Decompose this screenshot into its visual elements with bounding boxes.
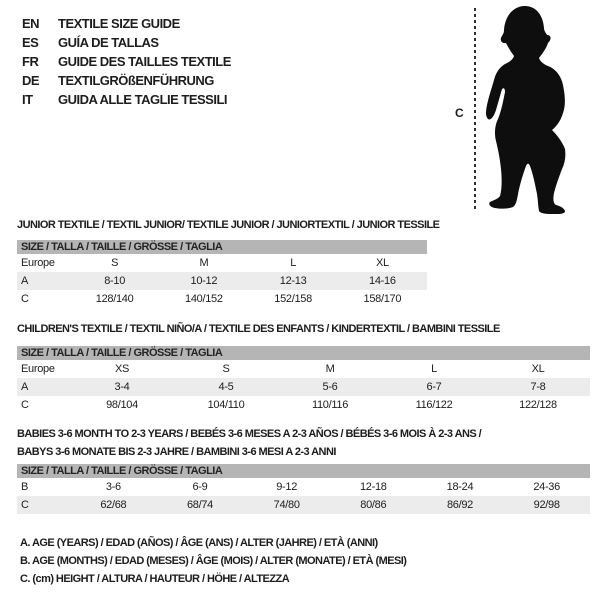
size-value: 140/152 xyxy=(185,293,223,305)
row-label: C xyxy=(21,399,29,411)
table-row xyxy=(17,378,590,396)
children-section-title: CHILDREN'S TEXTILE / TEXTIL NIÑO/A / TEXTILE DES ENFANTS / KINDERTEXTIL / BAMBINI TESSILE xyxy=(17,323,500,335)
size-value: 14-16 xyxy=(338,272,427,290)
language-code: IT xyxy=(22,92,33,107)
size-value: XL xyxy=(375,257,389,269)
table-row xyxy=(17,290,427,308)
size-value: 86/92 xyxy=(417,496,504,514)
size-value: 110/116 xyxy=(311,399,349,411)
language-code: ES xyxy=(22,35,39,50)
size-value: 9-12 xyxy=(276,481,298,493)
size-value: 68/74 xyxy=(157,496,244,514)
size-value: 116/122 xyxy=(415,399,453,411)
language-code: DE xyxy=(22,73,40,88)
language-title: GUIDE DES TAILLES TEXTILE xyxy=(58,54,231,69)
row-label: A xyxy=(17,272,70,290)
babies-title-line-1: BABIES 3-6 MONTH TO 2-3 YEARS / BEBÉS 3-6 MESES A 2-3 AÑOS / BÉBÉS 3-6 MOIS À 2-3 ANS / xyxy=(17,428,482,440)
size-value: 10-12 xyxy=(159,272,248,290)
size-value: M xyxy=(325,363,335,375)
size-value: 152/158 xyxy=(274,293,312,305)
babies-title-line-2: BABYS 3-6 MONATE BIS 2-3 JAHRE / BAMBINI 3-6 MESI A 2-3 ANNI xyxy=(17,446,336,458)
footnote-b: B. AGE (MONTHS) / EDAD (MESES) / ÂGE (MOIS) / ALTER (MONATE) / ETÀ (MESI) xyxy=(20,555,407,567)
size-header-label: SIZE / TALLA / TAILLE / GRÖSSE / TAGLIA xyxy=(17,464,590,478)
footnote-a: A. AGE (YEARS) / EDAD (AÑOS) / ÂGE (ANS) / ALTER (JAHRE) / ETÀ (ANNI) xyxy=(20,537,378,549)
language-legend xyxy=(22,14,231,109)
language-row-es xyxy=(22,33,231,52)
size-header-label: SIZE / TALLA / TAILLE / GRÖSSE / TAGLIA xyxy=(17,240,427,254)
size-value: 18-24 xyxy=(446,481,474,493)
size-value: 4-5 xyxy=(174,378,278,396)
size-value: 6-9 xyxy=(192,481,208,493)
size-value: 7-8 xyxy=(486,378,590,396)
table-row xyxy=(17,272,427,290)
language-title: GUÍA DE TALLAS xyxy=(58,35,159,50)
height-measure-dotted-line xyxy=(474,8,476,210)
language-code: FR xyxy=(22,54,39,69)
footnote-c: C. (cm) HEIGHT / ALTURA / HAUTEUR / HÖHE / ALTEZZA xyxy=(20,573,290,585)
table-row xyxy=(17,396,590,414)
row-label: C xyxy=(21,293,29,305)
children-size-table xyxy=(17,346,590,414)
size-value: 6-7 xyxy=(382,378,486,396)
junior-section-title: JUNIOR TEXTILE / TEXTIL JUNIOR/ TEXTILE JUNIOR / JUNIORTEXTIL / JUNIOR TESSILE xyxy=(17,219,440,231)
size-value: M xyxy=(199,257,209,269)
language-title: TEXTILE SIZE GUIDE xyxy=(58,16,180,31)
junior-size-table xyxy=(17,240,427,308)
size-value: 80/86 xyxy=(330,496,417,514)
size-value: 12-18 xyxy=(359,481,387,493)
language-row-de xyxy=(22,71,231,90)
size-value: L xyxy=(431,363,437,375)
language-row-it xyxy=(22,90,231,109)
row-label: C xyxy=(17,496,70,514)
language-row-fr xyxy=(22,52,231,71)
size-value: 98/104 xyxy=(106,399,138,411)
language-code: EN xyxy=(22,16,40,31)
size-value: S xyxy=(111,257,119,269)
size-value: 92/98 xyxy=(503,496,590,514)
size-value: 24-36 xyxy=(533,481,560,493)
row-label: Europe xyxy=(21,363,55,375)
table-row xyxy=(17,496,590,514)
row-label: A xyxy=(17,378,70,396)
size-value: 5-6 xyxy=(278,378,382,396)
height-measure-label: C xyxy=(455,106,464,120)
size-value: S xyxy=(222,363,230,375)
babies-size-table xyxy=(17,464,590,514)
size-value: 3-4 xyxy=(70,378,174,396)
baby-silhouette-icon xyxy=(486,4,574,214)
size-value: 3-6 xyxy=(105,481,121,493)
table-row xyxy=(17,478,590,496)
size-value: XS xyxy=(114,363,130,375)
size-value: 128/140 xyxy=(95,293,134,305)
size-header-row xyxy=(17,464,590,478)
size-header-label: SIZE / TALLA / TAILLE / GRÖSSE / TAGLIA xyxy=(17,346,590,360)
table-row xyxy=(17,360,590,378)
language-row-en xyxy=(22,14,231,33)
size-value: 122/128 xyxy=(519,399,557,411)
size-value: 8-10 xyxy=(70,272,159,290)
size-value: 74/80 xyxy=(243,496,330,514)
size-value: 104/110 xyxy=(207,399,245,411)
footnotes xyxy=(20,534,406,588)
size-value: L xyxy=(290,257,297,269)
table-row xyxy=(17,254,427,272)
language-title: GUIDA ALLE TAGLIE TESSILI xyxy=(58,92,228,107)
size-value: 62/68 xyxy=(70,496,157,514)
language-title: TEXTILGRÖßENFÜHRUNG xyxy=(58,73,214,88)
row-label: Europe xyxy=(21,257,55,269)
babies-section-title xyxy=(17,425,481,461)
size-value: XL xyxy=(531,363,545,375)
row-label: B xyxy=(21,481,29,493)
size-header-row xyxy=(17,240,427,254)
size-value: 158/170 xyxy=(363,293,402,305)
size-header-row xyxy=(17,346,590,360)
size-value: 12-13 xyxy=(249,272,338,290)
